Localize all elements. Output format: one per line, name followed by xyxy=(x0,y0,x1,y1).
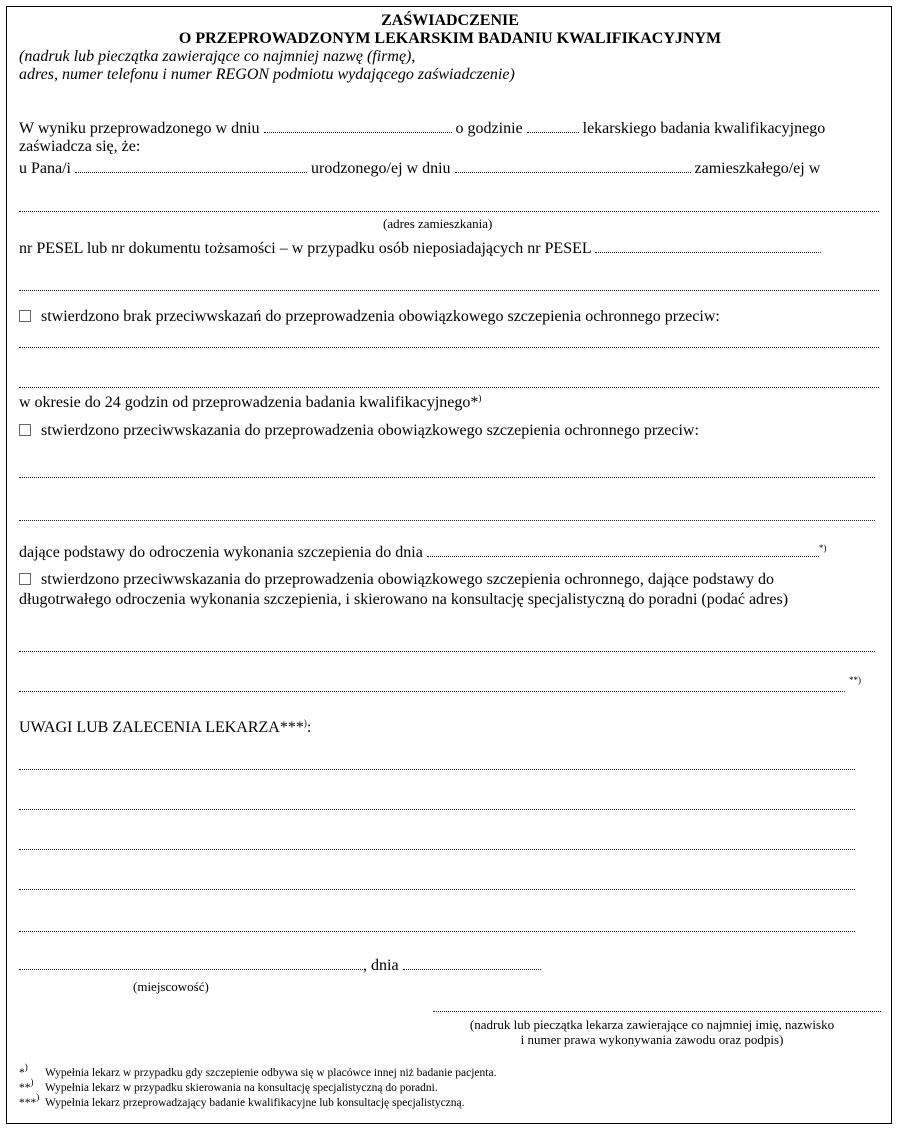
clinic-address-field-1[interactable] xyxy=(19,651,875,652)
long-postpone-checkbox[interactable] xyxy=(19,573,31,585)
patient-line xyxy=(19,160,820,178)
certify-text: zaświadcza się, że: xyxy=(19,138,141,155)
clinic-address-field-2[interactable] xyxy=(19,691,845,692)
contraindications-field-2[interactable] xyxy=(19,520,875,521)
pesel-field[interactable] xyxy=(595,251,821,253)
long-postpone-label-1: stwierdzono przeciwwskazania do przeprowadzenia obowiązkowego szczepienia ochronnego, dające podstawy do xyxy=(41,571,775,588)
remarks-field-2[interactable] xyxy=(19,809,855,810)
option-no-contraindications xyxy=(19,308,720,326)
exam-date-line xyxy=(19,120,825,138)
no-contraindications-checkbox[interactable] xyxy=(19,310,31,322)
form-title: ZAŚWIADCZENIE xyxy=(381,12,519,29)
date-field[interactable] xyxy=(403,968,541,970)
doctor-caption-line-2: i numer prawa wykonywania zawodu oraz podpis) xyxy=(520,1032,784,1047)
place-caption: (miejscowość) xyxy=(133,979,209,994)
option-contraindications xyxy=(19,422,699,440)
footnote-2: **) Wypełnia lekarz w przypadku skierowania na konsultację specjalistyczną do poradni. xyxy=(19,1077,438,1094)
remarks-heading: UWAGI LUB ZALECENIA LEKARZA***): xyxy=(19,718,312,736)
remarks-field-4[interactable] xyxy=(19,889,855,890)
exam-date-label: W wyniku przeprowadzonego w dniu xyxy=(19,120,260,137)
vaccine-list-field-2[interactable] xyxy=(19,387,879,388)
birth-date-label: urodzonego/ej w dniu xyxy=(311,160,451,177)
residence-label: zamieszkałego/ej w xyxy=(694,160,821,177)
address-field[interactable] xyxy=(19,211,879,212)
pesel-label: nr PESEL lub nr dokumentu tożsamości – w przypadku osób nieposiadających nr PESEL xyxy=(19,240,592,257)
clinic-address-sup: **) xyxy=(849,675,861,685)
postpone-label: dające podstawy do odroczenia wykonania szczepienia do dnia xyxy=(19,544,423,561)
doctor-caption-line-1: (nadruk lub pieczątka lekarza zawierające co najmniej imię, nazwisko xyxy=(469,1017,835,1032)
postpone-line: dające podstawy do odroczenia wykonania szczepienia do dnia *) xyxy=(19,543,827,561)
doctor-signature-field[interactable] xyxy=(433,1011,881,1012)
place-date-line xyxy=(19,957,541,975)
certificate-form xyxy=(6,6,892,1124)
footnote-1: *) Wypełnia lekarz w przypadku gdy szczepienie odbywa się w placówce innej niż badanie pacjenta. xyxy=(19,1062,497,1079)
form-subtitle: O PRZEPROWADZONYM LEKARSKIM BADANIU KWALIFIKACYJNYM xyxy=(178,30,722,47)
contraindications-checkbox[interactable] xyxy=(19,424,31,436)
patient-name-field[interactable] xyxy=(75,171,307,173)
no-contraindications-label: stwierdzono brak przeciwwskazań do przeprowadzenia obowiązkowego szczepienia ochronnego przeciw: xyxy=(41,308,720,325)
birth-date-field[interactable] xyxy=(455,171,691,173)
exam-date-field[interactable] xyxy=(264,131,452,133)
exam-time-field[interactable] xyxy=(527,131,579,133)
long-postpone-label-2: długotrwałego odroczenia wykonania szczepienia, i skierowano na konsultację specjalistyczną do poradni (podać adres) xyxy=(19,591,789,608)
pesel-line xyxy=(19,240,821,258)
contraindications-field-1[interactable] xyxy=(19,477,875,478)
remarks-field-5[interactable] xyxy=(19,931,855,932)
pesel-field-continued[interactable] xyxy=(19,290,879,291)
remarks-field-1[interactable] xyxy=(19,769,855,770)
issuer-note-line-2: adres, numer telefonu i numer REGON podmiotu wydającego zaświadczenie) xyxy=(19,66,515,83)
place-field[interactable] xyxy=(19,968,363,970)
issuer-note-line-1: (nadruk lub pieczątka zawierające co najmniej nazwę (firmę), xyxy=(19,48,416,65)
vaccine-list-field-1[interactable] xyxy=(19,347,879,348)
contraindications-label: stwierdzono przeciwwskazania do przeprowadzenia obowiązkowego szczepienia ochronnego przeciw: xyxy=(41,422,699,439)
date-label: , dnia xyxy=(363,957,399,974)
within-24h-text: w okresie do 24 godzin od przeprowadzenia badania kwalifikacyjnego*) xyxy=(19,393,482,411)
remarks-field-3[interactable] xyxy=(19,849,855,850)
exam-type-label: lekarskiego badania kwalifikacyjnego xyxy=(582,120,826,137)
address-caption: (adres zamieszkania) xyxy=(383,216,493,231)
option-long-postpone xyxy=(19,571,774,589)
exam-time-label: o godzinie xyxy=(455,120,523,137)
postpone-date-field[interactable] xyxy=(427,555,819,557)
patient-name-label: u Pana/i xyxy=(19,160,71,177)
footnote-3: ***) Wypełnia lekarz przeprowadzający badanie kwalifikacyjne lub konsultację specjalistyczną. xyxy=(19,1092,465,1109)
